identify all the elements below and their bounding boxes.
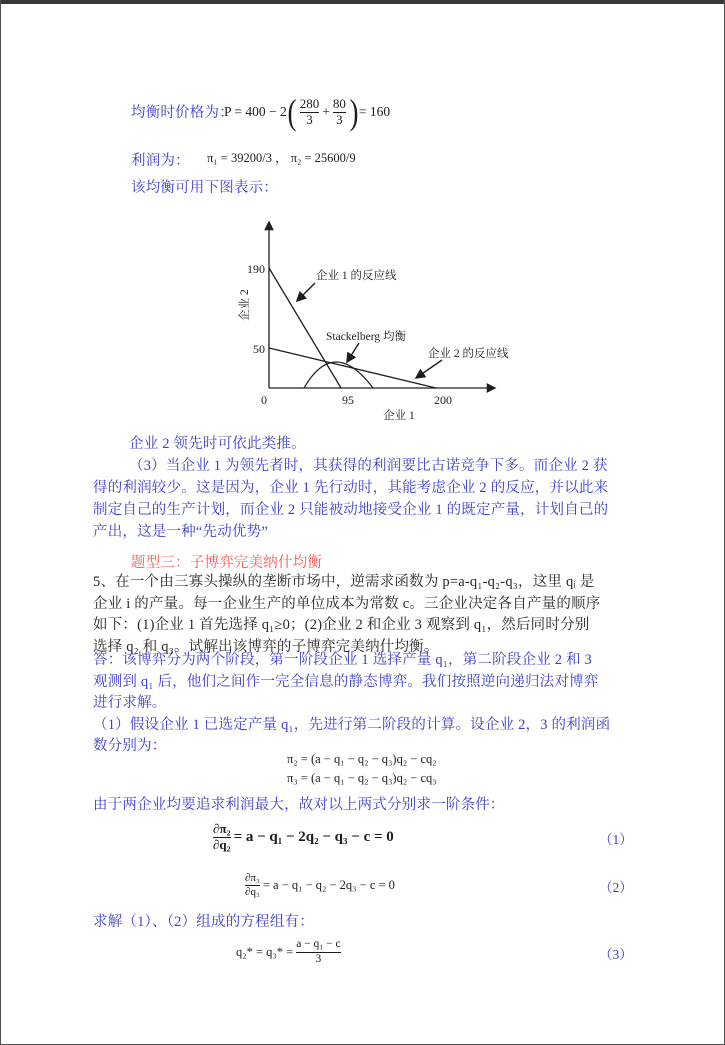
answer-line: 数分别为： (93, 738, 167, 754)
price-label: 均衡时价格为： (131, 105, 234, 121)
profit-function-pi3: π₃ = (a − q₁ − q₂ − q₃)q₂ − cq₃ (287, 771, 437, 785)
answer-line: 进行求解。 (93, 695, 167, 711)
equation-2 (242, 869, 395, 901)
x-tick-95: 95 (342, 393, 354, 407)
problem-paragraph (93, 572, 653, 658)
partial-derivative-fraction (213, 822, 231, 853)
analysis-line: 企业 2 领先时可依此类推。 (129, 436, 306, 452)
stackelberg-label: Stackelberg 均衡 (326, 331, 406, 343)
equation-1-number: （1） (599, 832, 633, 847)
fraction-denominator: 3 (333, 112, 346, 128)
y-axis-label: 企业 2 (239, 289, 251, 321)
analysis-paragraph (93, 433, 653, 543)
fraction-280-3 (300, 97, 320, 128)
x-tick-200: 200 (434, 393, 452, 407)
firm2-reaction-label: 企业 2 的反应线 (428, 348, 509, 360)
fraction-numerator: 80 (332, 95, 346, 111)
profit-formula: π₁ = 39200/3 ， π₂ = 25600/9 (207, 151, 356, 165)
price-formula-prefix: P = 400 − 2 (224, 104, 287, 119)
equation-2-number: （2） (599, 880, 633, 895)
fraction-denominator: 3 (296, 952, 340, 966)
analysis-line: 产出，这是一种“先动优势” (93, 524, 268, 540)
firm1-reaction-label: 企业 1 的反应线 (316, 270, 397, 282)
x-axis-label: 企业 1 (383, 410, 415, 422)
firm2-annotation-arrow (416, 360, 442, 378)
fraction-numerator: 280 (299, 95, 320, 111)
problem-line: 选择 q₂ 和 q₃。试解出该博弈的子博弈完美纳什均衡。 (93, 638, 439, 655)
profit-function-pi2: π₂ = (a − q₁ − q₂ − q₃)q₂ − cq₂ (287, 752, 437, 766)
answer-paragraph (93, 650, 653, 758)
answer-line: （1）假设企业 1 已选定产量 q₁，先进行第二阶段的计算。设企业 2，3 的利润函 (93, 716, 611, 733)
answer-line: 观测到 q₁ 后，他们之间作一完全信息的静态博弈。我们按照逆向递归法对博弈 (93, 673, 599, 690)
fraction-denominator: ∂q₃ (245, 885, 260, 898)
fraction-80-3 (333, 97, 346, 128)
solution-fraction (296, 938, 340, 965)
problem-line: 5、在一个由三寡头操纵的垄断市场中，逆需求函数为 p=a-q₁-q₂-q₃，这里 qᵢ 是 (93, 574, 595, 590)
y-tick-50: 50 (253, 342, 265, 356)
analysis-line: （3）当企业 1 为领先者时，其获得的利润要比古诺竞争下多。而企业 2 获 (129, 458, 608, 474)
equation-1 (210, 818, 394, 856)
partial-derivative-fraction (245, 872, 260, 898)
profit-label: 利润为： (131, 153, 190, 169)
page-top-border (1, 0, 724, 4)
price-formula (224, 88, 390, 136)
plus-sign: + (322, 104, 330, 119)
fraction-numerator: ∂π₃ (245, 871, 260, 884)
foc-intro: 由于两企业均要追求利润最大，故对以上两式分别求一阶条件： (93, 797, 505, 813)
x-tick-0: 0 (261, 393, 267, 407)
fraction-numerator: a − q₁ − c (296, 938, 341, 951)
price-formula-suffix: = 160 (358, 104, 391, 119)
figure-intro: 该均衡可用下图表示： (131, 180, 278, 196)
fraction-denominator: 3 (300, 112, 320, 128)
firm1-annotation-arrow (297, 283, 315, 301)
close-paren: ) (349, 92, 359, 132)
answer-line: 答：该博弈分为两个阶段，第一阶段企业 1 选择产量 q₁，第二阶段企业 2 和 3 (93, 652, 593, 668)
equation-3-number: （3） (599, 947, 633, 962)
analysis-line: 得的利润较少。这是因为，企业 1 先行动时，其能考虑企业 2 的反应，并以此来 (93, 480, 609, 496)
equation-2-rhs: = a − q₁ − q₂ − 2q₃ − c = 0 (262, 877, 395, 892)
firm1-reaction-line (269, 268, 341, 388)
equation-3 (236, 935, 344, 969)
fraction-denominator: ∂q₂ (213, 836, 231, 852)
section-heading: 题型三：子博弈完美纳什均衡 (131, 555, 323, 571)
problem-line: 企业 i 的产量。每一企业生产的单位成本为常数 c。三企业决定各自产量的顺序 (93, 595, 601, 612)
problem-line: 如下：(1)企业 1 首先选择 q₁≥0；(2)企业 2 和企业 3 观察到 q₁，然后同时分别 (93, 617, 590, 633)
solve-intro: 求解（1）、（2）组成的方程组有： (93, 914, 314, 930)
stackelberg-figure (219, 212, 519, 425)
equation-1-rhs: = a − q₁ − 2q₂ − q₃ − c = 0 (233, 828, 394, 845)
fraction-numerator: ∂π₂ (213, 820, 231, 836)
open-paren: ( (287, 92, 297, 132)
stackelberg-annotation-arrow (347, 343, 359, 362)
analysis-line: 制定自己的生产计划，而企业 2 只能被动地接受企业 1 的既定产量，计划自己的 (93, 502, 609, 518)
equation-3-lhs: q₂* = q₃* = (236, 944, 294, 959)
y-tick-190: 190 (247, 262, 265, 276)
